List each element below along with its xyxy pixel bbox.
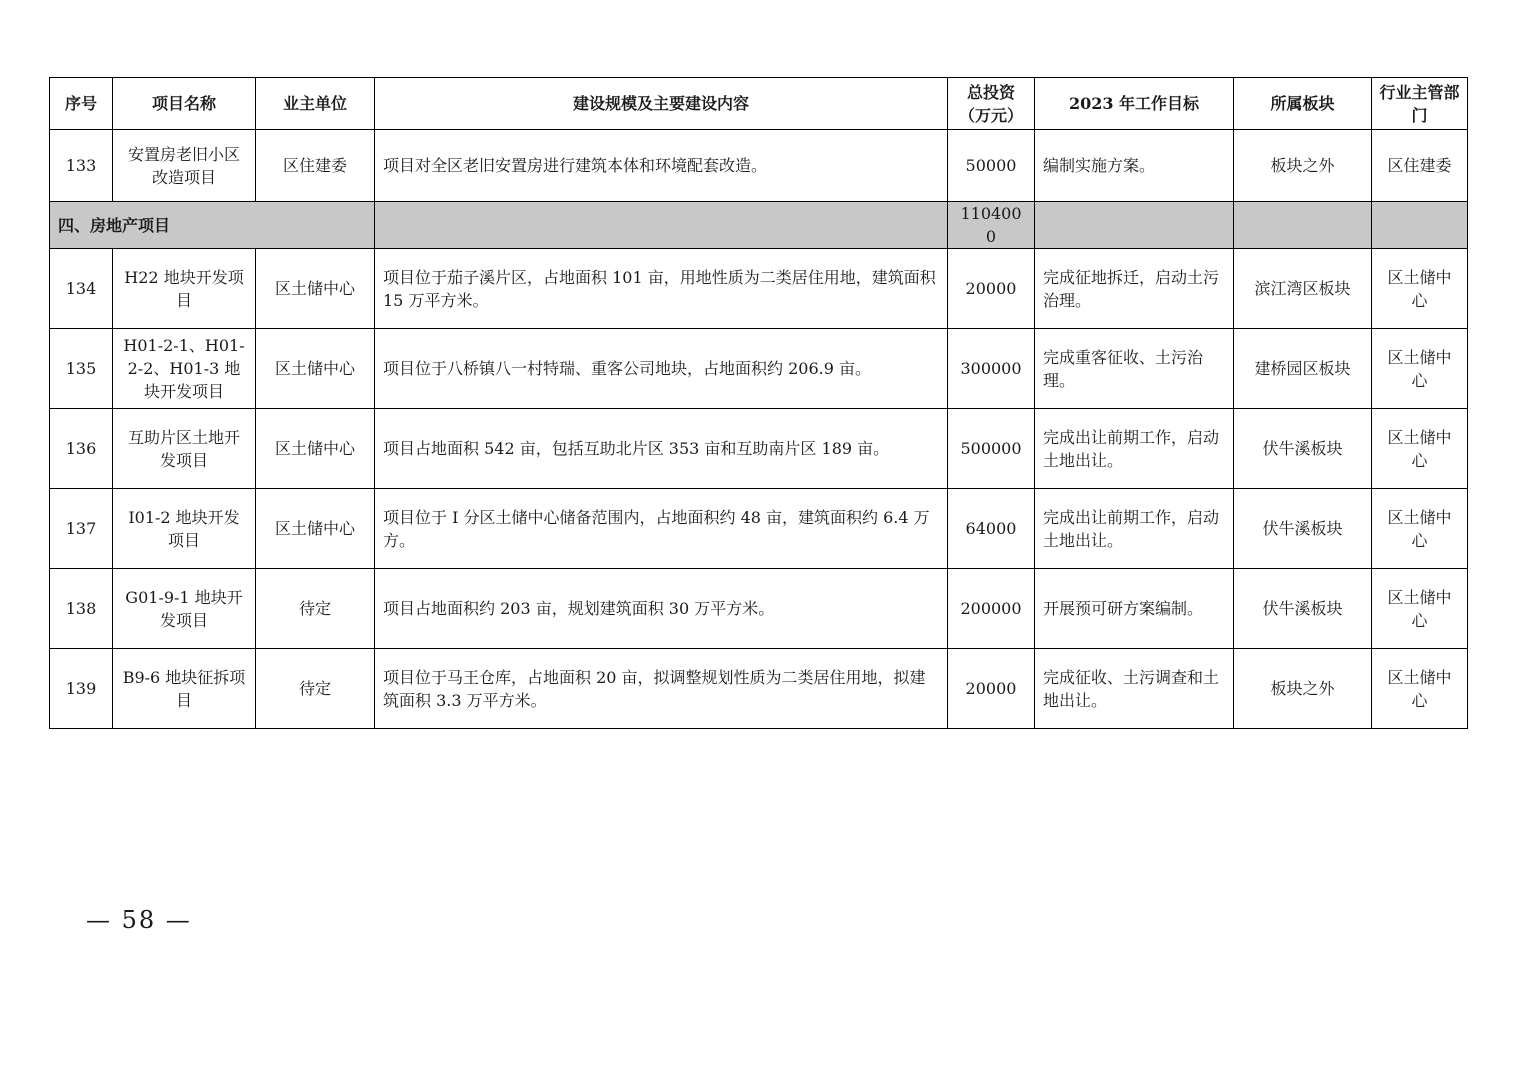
project-table — [49, 77, 1468, 729]
table-row — [50, 329, 1468, 409]
header-name: 项目名称 — [113, 78, 256, 130]
cell-block: 板块之外 — [1234, 130, 1372, 202]
cell-goal: 完成征地拆迁，启动土污治理。 — [1035, 249, 1234, 329]
cell-owner: 待定 — [256, 649, 375, 729]
cell-goal: 完成出让前期工作，启动土地出让。 — [1035, 489, 1234, 569]
cell-content: 项目位于八桥镇八一村特瑞、重客公司地块，占地面积约 206.9 亩。 — [375, 329, 948, 409]
cell-no: 136 — [50, 409, 113, 489]
cell-dept: 区土储中心 — [1372, 409, 1468, 489]
header-block: 所属板块 — [1234, 78, 1372, 130]
cell-owner: 待定 — [256, 569, 375, 649]
cell-dept: 区土储中心 — [1372, 489, 1468, 569]
section-empty-goal — [1035, 202, 1234, 249]
table-row — [50, 489, 1468, 569]
table-row — [50, 569, 1468, 649]
cell-invest: 300000 — [948, 329, 1035, 409]
cell-invest: 50000 — [948, 130, 1035, 202]
header-owner: 业主单位 — [256, 78, 375, 130]
cell-dept: 区土储中心 — [1372, 249, 1468, 329]
section-title: 四、房地产项目 — [50, 202, 375, 249]
section-empty-dept — [1372, 202, 1468, 249]
cell-no: 133 — [50, 130, 113, 202]
header-dept: 行业主管部门 — [1372, 78, 1468, 130]
cell-block: 滨江湾区板块 — [1234, 249, 1372, 329]
header-no: 序号 — [50, 78, 113, 130]
cell-dept: 区土储中心 — [1372, 329, 1468, 409]
cell-content: 项目对全区老旧安置房进行建筑本体和环境配套改造。 — [375, 130, 948, 202]
cell-invest: 20000 — [948, 249, 1035, 329]
cell-content: 项目占地面积 542 亩，包括互助北片区 353 亩和互助南片区 189 亩。 — [375, 409, 948, 489]
cell-name: H01-2-1、H01-2-2、H01-3 地块开发项目 — [113, 329, 256, 409]
cell-name: G01-9-1 地块开发项目 — [113, 569, 256, 649]
table-row — [50, 130, 1468, 202]
cell-dept: 区土储中心 — [1372, 649, 1468, 729]
cell-owner: 区土储中心 — [256, 249, 375, 329]
cell-block: 伏牛溪板块 — [1234, 489, 1372, 569]
cell-name: 互助片区土地开发项目 — [113, 409, 256, 489]
cell-dept: 区住建委 — [1372, 130, 1468, 202]
cell-content: 项目占地面积约 203 亩，规划建筑面积 30 万平方米。 — [375, 569, 948, 649]
header-row — [50, 78, 1468, 130]
table-row — [50, 649, 1468, 729]
cell-goal: 完成征收、土污调查和土地出让。 — [1035, 649, 1234, 729]
cell-owner: 区住建委 — [256, 130, 375, 202]
cell-content: 项目位于茄子溪片区，占地面积 101 亩，用地性质为二类居住用地，建筑面积 15 万平方米。 — [375, 249, 948, 329]
cell-goal: 完成重客征收、土污治理。 — [1035, 329, 1234, 409]
cell-no: 138 — [50, 569, 113, 649]
cell-block: 建桥园区板块 — [1234, 329, 1372, 409]
cell-owner: 区土储中心 — [256, 409, 375, 489]
table-row — [50, 409, 1468, 489]
cell-name: I01-2 地块开发项目 — [113, 489, 256, 569]
header-invest: 总投资（万元） — [948, 78, 1035, 130]
header-goal: 2023 年工作目标 — [1035, 78, 1234, 130]
cell-content: 项目位于 I 分区土储中心储备范围内，占地面积约 48 亩，建筑面积约 6.4 万方。 — [375, 489, 948, 569]
header-content: 建设规模及主要建设内容 — [375, 78, 948, 130]
cell-name: H22 地块开发项目 — [113, 249, 256, 329]
section-row — [50, 202, 1468, 249]
table-row — [50, 249, 1468, 329]
cell-name: B9-6 地块征拆项目 — [113, 649, 256, 729]
cell-no: 135 — [50, 329, 113, 409]
cell-owner: 区土储中心 — [256, 329, 375, 409]
cell-invest: 500000 — [948, 409, 1035, 489]
cell-block: 伏牛溪板块 — [1234, 569, 1372, 649]
cell-owner: 区土储中心 — [256, 489, 375, 569]
cell-content: 项目位于马王仓库，占地面积 20 亩，拟调整规划性质为二类居住用地，拟建筑面积 3.3 万平方米。 — [375, 649, 948, 729]
cell-goal: 开展预可研方案编制。 — [1035, 569, 1234, 649]
cell-name: 安置房老旧小区改造项目 — [113, 130, 256, 202]
cell-block: 板块之外 — [1234, 649, 1372, 729]
section-empty-content — [375, 202, 948, 249]
cell-dept: 区土储中心 — [1372, 569, 1468, 649]
cell-goal: 完成出让前期工作，启动土地出让。 — [1035, 409, 1234, 489]
cell-no: 137 — [50, 489, 113, 569]
page-number: — 58 — — [86, 906, 192, 934]
section-empty-block — [1234, 202, 1372, 249]
section-invest: 1104000 — [948, 202, 1035, 249]
cell-invest: 64000 — [948, 489, 1035, 569]
cell-goal: 编制实施方案。 — [1035, 130, 1234, 202]
cell-invest: 20000 — [948, 649, 1035, 729]
cell-no: 134 — [50, 249, 113, 329]
cell-invest: 200000 — [948, 569, 1035, 649]
cell-no: 139 — [50, 649, 113, 729]
cell-block: 伏牛溪板块 — [1234, 409, 1372, 489]
